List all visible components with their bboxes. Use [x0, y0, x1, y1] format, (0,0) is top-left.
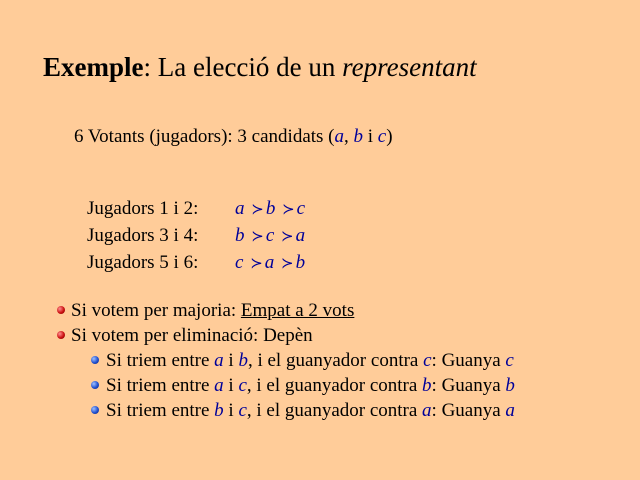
candidate: c — [423, 350, 432, 371]
bullet-text: Si votem per eliminació: Depèn — [71, 325, 313, 346]
sub-bullet — [56, 398, 515, 423]
text: , i el guanyador contra — [247, 350, 424, 371]
candidate: a — [295, 225, 306, 246]
text: Si triem entre — [106, 400, 215, 421]
candidate: c — [238, 400, 247, 421]
preference-row — [87, 250, 305, 277]
title-italic: representant — [342, 52, 477, 82]
candidate: c — [235, 252, 244, 273]
red-bullet-icon — [57, 331, 65, 339]
text: Si triem entre — [106, 375, 215, 396]
separator: i — [363, 126, 378, 147]
preference-label: Jugadors 5 i 6: — [87, 252, 199, 273]
sub-bullet — [56, 348, 515, 373]
candidate: a — [264, 252, 275, 273]
candidate: b — [238, 350, 248, 371]
bullet-elimination — [56, 323, 515, 348]
text: i — [223, 400, 239, 421]
voters-text: 6 Votants (jugadors): 3 candidats ( — [74, 126, 335, 147]
preference-order — [235, 198, 305, 219]
bullet-majority — [56, 298, 515, 323]
text: , i el guanyador contra — [246, 375, 423, 396]
succ-symbol: ≻ — [282, 202, 295, 218]
winner: a — [505, 400, 515, 421]
title-plain: : La elecció de un — [143, 52, 343, 82]
preference-row — [87, 223, 305, 250]
text: Si triem entre — [106, 350, 215, 371]
majority-result: Empat a 2 vots — [240, 300, 355, 321]
candidate: b — [265, 198, 276, 219]
succ-symbol: ≻ — [281, 256, 294, 272]
winner: c — [505, 350, 514, 371]
candidate: b — [422, 375, 432, 396]
closing-paren: ) — [386, 126, 393, 147]
candidate-a: a — [334, 126, 345, 147]
candidate-b: b — [353, 126, 364, 147]
succ-symbol: ≻ — [250, 256, 263, 272]
separator: , — [344, 126, 354, 147]
sub-bullet — [56, 373, 515, 398]
candidate: b — [235, 225, 245, 246]
candidate: c — [238, 375, 247, 396]
candidate-c: c — [377, 126, 387, 147]
preference-label: Jugadors 3 i 4: — [87, 225, 199, 246]
title-bold: Exemple — [43, 52, 144, 82]
text: i — [223, 350, 239, 371]
text: : Guanya — [431, 400, 506, 421]
voters-line — [74, 126, 393, 148]
winner: b — [505, 375, 515, 396]
preference-list — [87, 196, 305, 277]
candidate: a — [235, 198, 245, 219]
succ-symbol: ≻ — [251, 202, 264, 218]
candidate: a — [214, 375, 224, 396]
candidate: a — [214, 350, 224, 371]
preference-row — [87, 196, 305, 223]
candidate: b — [214, 400, 224, 421]
preference-order — [235, 252, 305, 273]
red-bullet-icon — [57, 306, 65, 314]
slide-title — [43, 52, 477, 83]
candidate: c — [265, 225, 275, 246]
bullet-text: Si votem per majoria: — [71, 300, 241, 321]
succ-symbol: ≻ — [251, 229, 264, 245]
text: : Guanya — [431, 350, 506, 371]
text: : Guanya — [431, 375, 506, 396]
text: i — [223, 375, 239, 396]
text: , i el guanyador contra — [246, 400, 423, 421]
blue-bullet-icon — [91, 356, 99, 364]
blue-bullet-icon — [91, 406, 99, 414]
blue-bullet-icon — [91, 381, 99, 389]
candidate: c — [296, 198, 306, 219]
candidate: a — [422, 400, 432, 421]
preference-label: Jugadors 1 i 2: — [87, 198, 199, 219]
succ-symbol: ≻ — [281, 229, 294, 245]
bullet-list — [56, 298, 515, 423]
candidate: b — [295, 252, 306, 273]
preference-order — [235, 225, 305, 246]
